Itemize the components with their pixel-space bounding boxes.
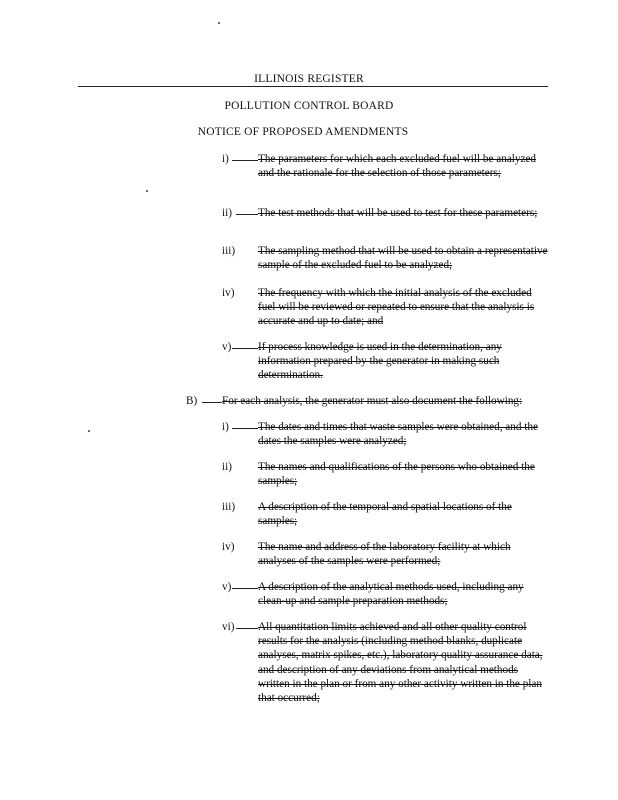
item-number: i) (222, 153, 229, 165)
strike-dash (232, 588, 258, 589)
register-title: ILLINOIS REGISTER (254, 73, 364, 85)
item-text: The names and qualifications of the persons who obtained the samples; (258, 461, 535, 488)
strike-dash (232, 348, 258, 349)
strike-dash (202, 402, 222, 403)
item-number: vi) (222, 621, 235, 633)
item-text: The name and address of the laboratory facility at which analyses of the samples were performed; (258, 541, 511, 568)
item-text: A description of the analytical methods used, including any clean-up and sample preparation methods; (258, 581, 524, 608)
item-text: The parameters for which each excluded fuel will be analyzed and the rationale for the selection of those parameters; (258, 153, 536, 180)
item-text: All quantitation limits achieved and all other quality control results for the analysis (including method blanks, duplicate analyses, matrix spikes, etc.), laboratory quality assurance data, and description of any deviations from analytical methods written in the plan or from any other activity written in the plan that occurred; (258, 621, 543, 705)
scan-speck (146, 190, 148, 192)
strike-dash (232, 428, 258, 429)
item-number: i) (222, 421, 229, 433)
item-number: iv) (222, 287, 235, 299)
item-text: A description of the temporal and spatial locations of the samples; (258, 501, 512, 528)
item-number: v) (222, 341, 232, 353)
item-number: iii) (222, 501, 236, 513)
item-number: iii) (222, 245, 236, 257)
scan-speck (88, 430, 90, 432)
item-text: The test methods that will be used to test for these parameters; (258, 207, 538, 219)
notice-title: NOTICE OF PROPOSED AMENDMENTS (197, 126, 409, 138)
item-number: v) (222, 581, 232, 593)
header-rule (78, 86, 548, 87)
strike-dash (232, 160, 258, 161)
item-text: The dates and times that waste samples were obtained, and the dates the samples were analyzed; (258, 421, 538, 448)
strike-dash (236, 628, 258, 629)
section-number: B) (186, 395, 198, 407)
strike-dash (236, 214, 258, 215)
item-text: If process knowledge is used in the determination, any information prepared by the generator in making such determination. (258, 341, 502, 382)
board-title: POLLUTION CONTROL BOARD (224, 100, 394, 112)
item-text: The sampling method that will be used to obtain a representative sample of the excluded fuel to be analyzed; (258, 245, 548, 272)
item-number: ii) (222, 461, 232, 473)
section-text: For each analysis, the generator must also document the following: (222, 395, 523, 407)
item-text: The frequency with which the initial analysis of the excluded fuel will be reviewed or repeated to ensure that the analysis is accurate and up to date; and (258, 287, 535, 328)
scan-speck (218, 22, 220, 24)
item-number: iv) (222, 541, 235, 553)
item-number: ii) (222, 207, 232, 219)
